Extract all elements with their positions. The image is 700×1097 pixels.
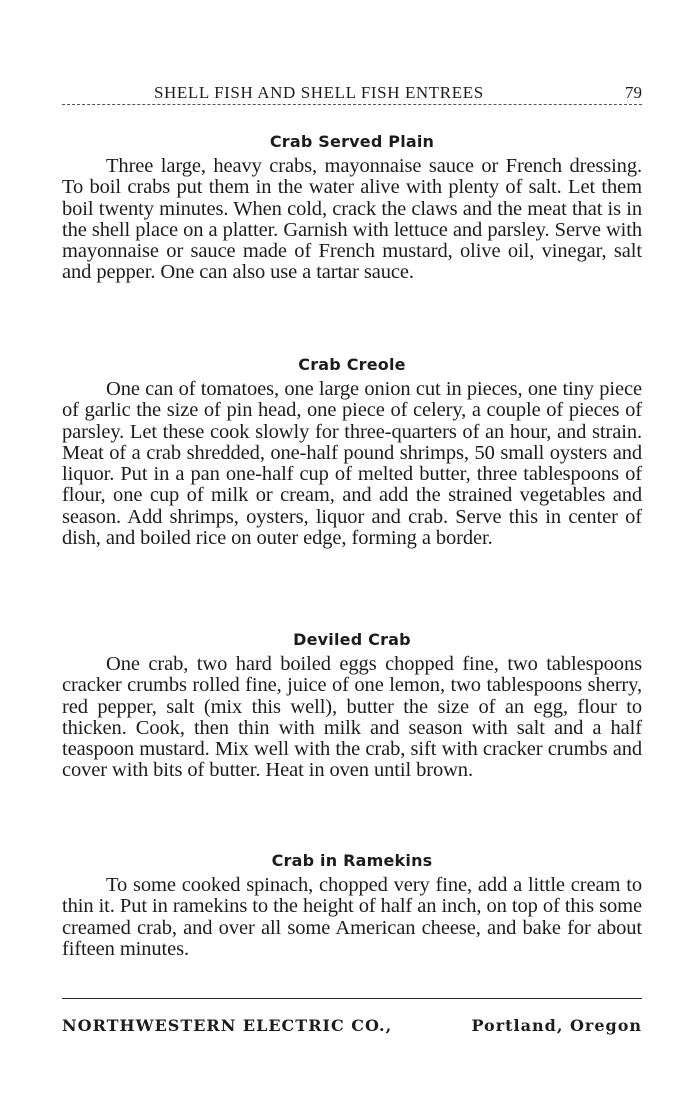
recipe-body: One crab, two hard boiled eggs chopped fine, two tablespoons cracker crumbs rolled fine, juice of one lemon, two tablespoons sherry, red pepper, salt (mix this well), butter the size of an egg, flour to thicken. Cook, then thin with milk and season with salt and a half teaspoon mustard. Mix well with the crab, sift with cracker crumbs and cover with bits of butter. Heat in oven until brown. bbox=[62, 653, 642, 782]
recipe-title: Crab Creole bbox=[298, 355, 406, 374]
recipe-title: Crab in Ramekins bbox=[271, 851, 433, 870]
footer-rule bbox=[62, 998, 642, 999]
recipe-crab-served-plain bbox=[62, 131, 642, 284]
page-number: 79 bbox=[625, 83, 642, 102]
recipe-body: Three large, heavy crabs, mayonnaise sauce or French dressing. To boil crabs put them in the water alive with plenty of salt. Let them boil twenty minutes. When cold, crack the claws and the meat that is in the shell place on a platter. Garnish with lettuce and parsley. Serve with mayonnaise or sauce made of French mustard, olive oil, vinegar, salt and pepper. One can also use a tartar sauce. bbox=[62, 155, 642, 284]
running-title: SHELL FISH AND SHELL FISH ENTREES bbox=[154, 83, 484, 102]
recipe-title: Crab Served Plain bbox=[269, 132, 435, 151]
header-rule bbox=[62, 104, 642, 105]
page-footer bbox=[62, 1016, 642, 1035]
footer-location: Portland, Oregon bbox=[471, 1016, 642, 1035]
footer-company: NORTHWESTERN ELECTRIC CO., bbox=[62, 1016, 393, 1035]
recipe-crab-in-ramekins bbox=[62, 850, 642, 960]
recipe-title: Deviled Crab bbox=[293, 630, 411, 649]
recipe-crab-creole bbox=[62, 354, 642, 549]
recipe-body: One can of tomatoes, one large onion cut in pieces, one tiny piece of garlic the size of pin head, one piece of celery, a couple of pieces of parsley. Let these cook slowly for three-quarters of an hour, and strain. Meat of a crab shredded, one-half pound shrimps, 50 small oysters and liquor. Put in a pan one-half cup of melted butter, three tablespoons of flour, one cup of milk or cream, and add the strained vegetables and season. Add shrimps, oysters, liquor and crab. Serve this in center of dish, and boiled rice on outer edge, forming a border. bbox=[62, 378, 642, 550]
recipe-body: To some cooked spinach, chopped very fine, add a little cream to thin it. Put in ramekins to the height of half an inch, on top of this some creamed crab, and over all some American cheese, and bake for about fifteen minutes. bbox=[62, 874, 642, 960]
recipe-deviled-crab bbox=[62, 629, 642, 782]
